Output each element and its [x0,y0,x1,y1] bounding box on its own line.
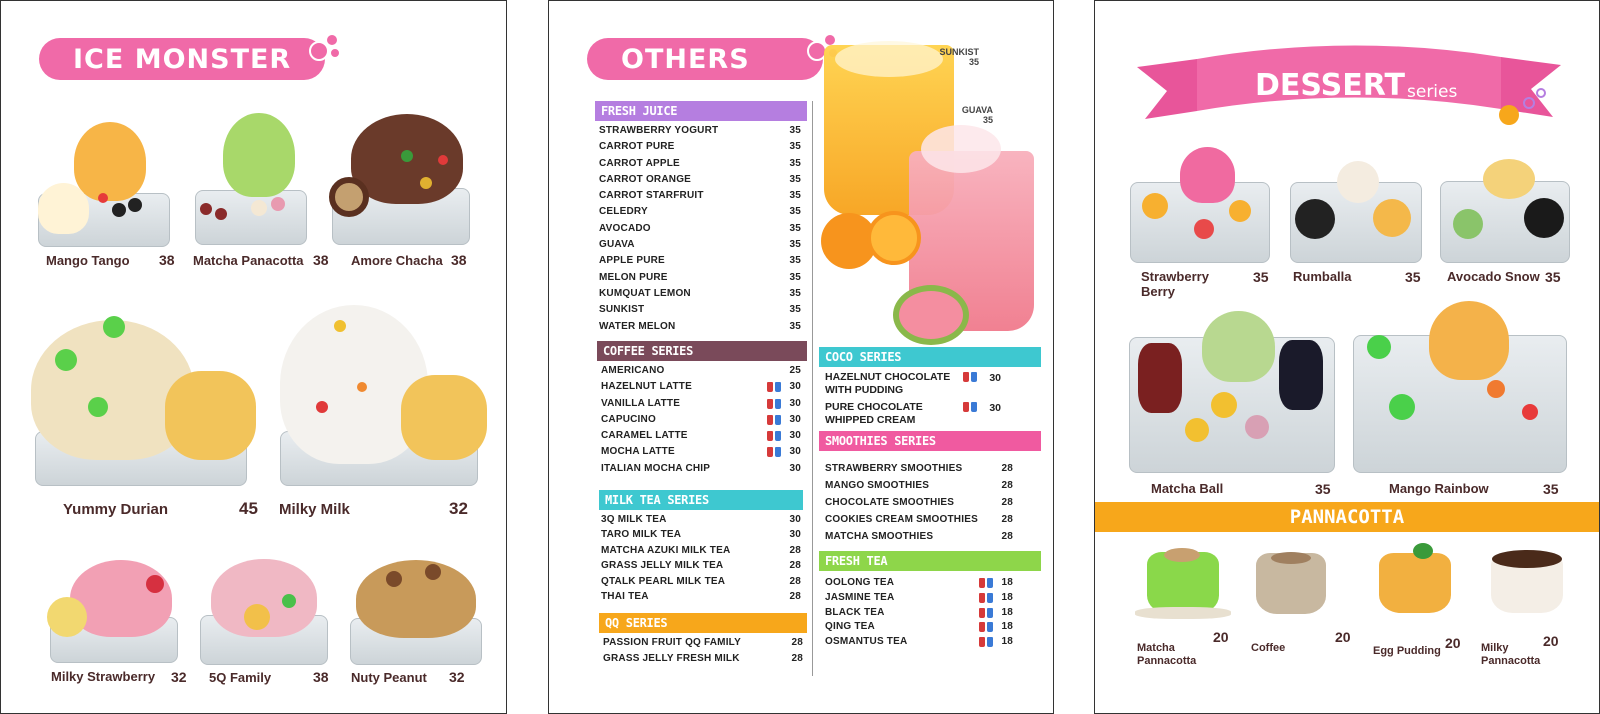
menu-item-name: ITALIAN MOCHA CHIP [601,462,711,474]
orange-slice-icon [867,211,921,265]
menu-item-name: HAZELNUT CHOCOLATE [825,371,951,383]
menu-item-name-line2: WITH PUDDING [825,384,904,396]
menu-row [825,634,1013,649]
menu-item-name: OSMANTUS TEA [825,636,908,648]
matcha-ball-photo [1125,311,1339,473]
menu-row [599,172,801,188]
menu-row [599,139,801,155]
menu-row [825,512,1013,529]
ice-monster-title: ICE MONSTER [39,38,325,80]
menu-item-name: OOLONG TEA [825,577,895,588]
menu-row [603,635,803,651]
fresh-juice-list [599,123,801,335]
nuty-peanut-photo [341,553,491,665]
matcha-pannacotta-photo [1135,543,1231,629]
menu-item-name: CELEDRY [599,206,648,218]
column-divider [812,101,813,676]
milky-milk-photo [267,301,491,486]
item-name: Matcha Ball [1151,481,1224,496]
menu-item-name: CAPUCINO [601,413,656,425]
menu-item-price: 28 [789,560,801,572]
others-title: OTHERS [587,38,823,80]
item-name: Matcha Panacotta [193,253,304,268]
menu-item-price: 30 [789,462,801,474]
yummy-durian-photo [21,301,261,486]
smoothies-series-header: SMOOTHIES SERIES [819,431,1041,451]
menu-item-price: 35 [789,304,801,316]
coffee-series-header: COFFEE SERIES [597,341,807,361]
cup-size-icon [979,578,995,588]
item-price: 35 [1545,269,1561,285]
menu-item-price: 28 [1001,480,1013,491]
menu-row [601,396,801,412]
item-name: Strawberry [1141,269,1209,284]
menu-item-name: WATER MELON [599,320,676,332]
menu-item-price: 35 [789,157,801,169]
menu-item-name: CARROT PURE [599,141,675,153]
menu-row [601,379,801,395]
menu-item-price: 35 [789,125,801,136]
menu-row [601,543,801,558]
menu-item-name: AVOCADO [599,222,651,234]
menu-row [599,253,801,269]
item-name: Mango Tango [46,253,130,268]
menu-row [825,590,1013,605]
qq-series-list [603,635,803,668]
menu-row [599,237,801,253]
milk-tea-series-list [601,512,801,604]
rumballa-photo [1287,157,1425,263]
menu-item-name: 3Q MILK TEA [601,514,667,525]
pannacotta-header: PANNACOTTA [1095,502,1599,532]
menu-item-price: 35 [789,141,801,153]
menu-row [599,319,801,335]
milky-strawberry-photo [41,553,187,663]
cup-size-icon [767,399,783,409]
menu-item-price: 30 [789,446,801,458]
menu-item-name: SUNKIST [599,304,645,316]
menu-item-name: CARROT STARFRUIT [599,190,704,202]
dessert-ribbon-banner [1137,39,1561,131]
menu-item-name: GRASS JELLY FRESH MILK [603,653,740,665]
drink-label: SUNKIST 35 [939,47,979,67]
menu-row [825,575,1013,590]
cup-size-icon [767,415,783,425]
guava-fruit-icon [893,285,969,345]
milk-tea-series-header: MILK TEA SERIES [599,490,803,510]
menu-item-price: 28 [791,637,803,648]
item-name-line2: Pannacotta [1137,655,1197,667]
coffee-pannacotta-photo [1245,545,1337,629]
amore-chacha-photo [323,109,479,245]
menu-item-name: VANILLA LATTE [601,397,681,409]
menu-row [601,558,801,573]
menu-item-name-line2: WHIPPED CREAM [825,414,916,426]
item-name: Milky [1481,642,1509,654]
menu-item-price: 18 [1001,591,1013,603]
menu-item-name: TARO MILK TEA [601,529,682,541]
item-name: Rumballa [1293,269,1352,284]
menu-item-price: 28 [791,653,803,665]
menu-row [825,495,1013,512]
menu-item-price: 35 [789,222,801,234]
menu-item-name: MELON PURE [599,271,668,283]
drink-label: GUAVA 35 [961,105,993,125]
menu-item-price: 28 [789,575,801,587]
menu-item-price: 35 [789,320,801,332]
menu-row [601,412,801,428]
menu-item-price: 18 [1001,621,1013,633]
menu-item-name: QTALK PEARL MILK TEA [601,575,726,587]
item-name: Egg Pudding [1373,645,1441,657]
coco-series-list [825,371,1001,431]
ice-icon [921,125,1001,173]
others-page [548,0,1054,714]
item-name: Matcha [1137,642,1175,654]
menu-row [825,619,1013,634]
fresh-tea-header: FRESH TEA [819,551,1041,571]
ice-monster-page [0,0,507,714]
item-price: 20 [1335,629,1351,645]
cup-size-icon [963,372,979,382]
item-name-line2: Pannacotta [1481,655,1541,667]
menu-item-name: CARAMEL LATTE [601,430,688,442]
menu-item-price: 28 [789,590,801,602]
cup-size-icon [979,593,995,603]
cup-size-icon [767,382,783,392]
fresh-juice-header: FRESH JUICE [595,101,807,121]
item-name: Amore Chacha [351,253,443,268]
menu-item-price: 30 [789,514,801,525]
menu-row [601,363,801,379]
item-name: Yummy Durian [63,501,169,518]
menu-row [825,461,1013,478]
menu-row [603,651,803,667]
menu-item-price: 30 [989,402,1001,414]
menu-item-name: MANGO SMOOTHIES [825,480,930,491]
fresh-tea-list [825,575,1013,649]
menu-item-price: 18 [1001,606,1013,618]
menu-item-name: KUMQUAT LEMON [599,287,691,299]
menu-item-price: 35 [789,190,801,202]
menu-item-price: 28 [1001,514,1013,525]
item-price: 20 [1213,629,1229,645]
menu-item-name: STRAWBERRY SMOOTHIES [825,463,963,474]
menu-item-price: 35 [789,173,801,185]
cup-size-icon [963,402,979,412]
menu-item-name: STRAWBERRY YOGURT [599,125,719,136]
item-price: 32 [171,669,187,685]
menu-row [601,512,801,527]
menu-item-name: THAI TEA [601,590,649,602]
menu-item-name: CARROT ORANGE [599,173,692,185]
menu-row [599,188,801,204]
menu-item-price: 28 [789,544,801,556]
menu-row [599,270,801,286]
menu-item-price: 35 [789,287,801,299]
item-name: Nuty Peanut [351,670,427,685]
menu-item-name: BLACK TEA [825,606,885,618]
menu-item-price: 30 [989,372,1001,384]
menu-row [601,428,801,444]
menu-item-name: HAZELNUT LATTE [601,381,692,393]
menu-item-price: 35 [789,206,801,218]
avocado-snow-photo [1437,155,1573,263]
menu-row [601,589,801,604]
menu-row [825,371,1001,401]
menu-item-price: 30 [789,381,801,393]
item-price: 35 [1315,481,1331,497]
menu-row [825,529,1013,546]
cup-size-icon [979,637,995,647]
item-price: 38 [451,252,467,268]
smoothies-series-list [825,461,1013,546]
item-name: Milky Milk [279,501,350,518]
5q-family-photo [191,547,337,665]
menu-item-price: 35 [789,271,801,283]
menu-item-price: 35 [789,255,801,267]
item-price: 32 [449,499,468,518]
menu-item-name: CARROT APPLE [599,157,680,169]
menu-item-name: GRASS JELLY MILK TEA [601,560,724,572]
item-name: Milky Strawberry [51,669,156,684]
menu-item-price: 30 [789,397,801,409]
menu-row [825,478,1013,495]
menu-row [601,527,801,542]
menu-row [601,461,801,477]
item-price: 20 [1445,635,1461,651]
item-price: 38 [159,252,175,268]
item-name: Mango Rainbow [1389,481,1489,496]
menu-item-name: PURE CHOCOLATE [825,401,923,413]
menu-item-price: 18 [1001,577,1013,588]
menu-item-price: 25 [789,365,801,376]
menu-item-price: 18 [1001,636,1013,648]
menu-item-price: 28 [1001,497,1013,508]
menu-row [825,401,1001,431]
menu-item-name: APPLE PURE [599,255,665,267]
item-price: 45 [239,499,258,518]
item-name: Avocado Snow [1447,269,1540,284]
coco-series-header: COCO SERIES [819,347,1041,367]
matcha-panacotta-photo [187,113,315,245]
menu-item-name: MOCHA LATTE [601,446,675,458]
dessert-title: DESSERT [1255,68,1405,103]
item-name-line2: Berry [1141,284,1175,299]
cup-size-icon [979,622,995,632]
menu-item-name: PASSION FRUIT QQ FAMILY [603,637,741,648]
menu-item-price: 30 [789,413,801,425]
strawberry-berry-photo [1127,147,1273,263]
menu-item-name: QING TEA [825,621,875,633]
dessert-subtitle: series [1407,82,1458,102]
menu-row [599,302,801,318]
cup-size-icon [979,608,995,618]
item-price: 35 [1253,269,1269,285]
menu-item-name: AMERICANO [601,365,665,376]
menu-item-name: CHOCOLATE SMOOTHIES [825,497,955,508]
menu-item-name: GUAVA [599,239,635,251]
qq-series-header: QQ SERIES [599,613,807,633]
menu-row [599,123,801,139]
dessert-page [1094,0,1600,714]
item-name: 5Q Family [209,670,272,685]
menu-item-price: 30 [789,430,801,442]
mango-rainbow-photo [1349,301,1571,473]
item-price: 35 [1543,481,1559,497]
menu-row [599,286,801,302]
menu-item-name: JASMINE TEA [825,591,895,603]
menu-item-name: COOKIES CREAM SMOOTHIES [825,514,978,525]
ice-icon [835,41,943,77]
menu-row [601,574,801,589]
menu-item-price: 30 [789,529,801,541]
menu-row [599,204,801,220]
mango-tango-photo [29,119,179,247]
menu-row [599,221,801,237]
milky-pannacotta-photo [1479,541,1575,627]
menu-row [599,156,801,172]
egg-pudding-photo [1367,541,1463,627]
item-price: 38 [313,252,329,268]
menu-item-price: 28 [1001,531,1013,542]
item-price: 38 [313,669,329,685]
menu-item-price: 28 [1001,463,1013,474]
cup-size-icon [767,447,783,457]
cup-size-icon [767,431,783,441]
menu-item-name: MATCHA AZUKI MILK TEA [601,544,731,556]
item-price: 35 [1405,269,1421,285]
menu-row [825,605,1013,620]
menu-item-price: 35 [789,239,801,251]
item-price: 32 [449,669,465,685]
coffee-series-list [601,363,801,477]
menu-row [601,444,801,460]
item-name: Coffee [1251,642,1286,654]
item-price: 20 [1543,633,1559,649]
menu-item-name: MATCHA SMOOTHIES [825,531,934,542]
